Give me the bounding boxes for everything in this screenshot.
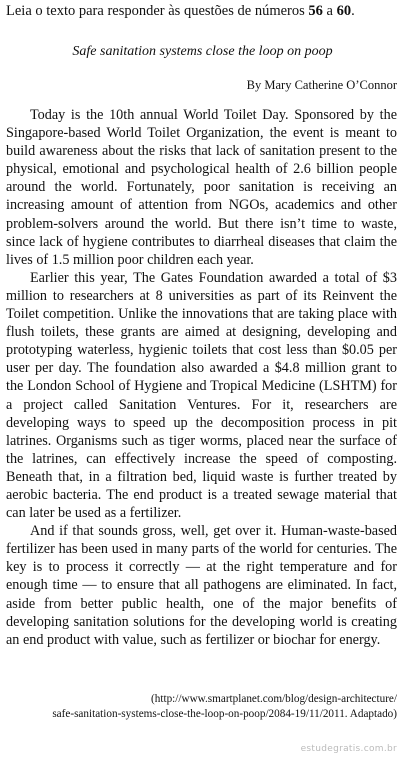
question-end-number: 60 <box>336 3 352 19</box>
source-line-1: (http://www.smartplanet.com/blog/design-architecture/ <box>151 693 397 705</box>
article-body <box>6 106 397 649</box>
article-byline: By Mary Catherine O’Connor <box>246 78 397 92</box>
article-title: Safe sanitation systems close the loop on poop <box>72 44 333 59</box>
article-paragraph-3: And if that sounds gross, well, get over it. Human-waste-based fertilizer has been used in many parts of the world for centuries. The key is to process it correctly — at the right temperature and for enough time — to ensure that all pathogens are eliminated. In fact, aside from better public health, one of the major benefits of developing sanitation solutions for the developing world is creating an end product with value, such as fertilizer or biochar for energy. <box>6 523 397 648</box>
article-paragraph-1: Today is the 10th annual World Toilet Day. Sponsored by the Singapore-based World Toilet Organization, the event is meant to build awareness about the risks that lack of sanitation present to the physical, emotional and psychological health of 2.6 billion people around the world. Fortunately, poor sanitation is receiving an increasing amount of attention from NGOs, academics and other problem-solvers around the world. But there isn’t time to waste, since lack of hygiene contributes to diarrheal diseases that claim the lives of 1.5 million poor children each year. <box>6 107 397 268</box>
question-instruction <box>6 2 355 20</box>
site-watermark: estudegratis.com.br <box>300 744 397 754</box>
question-start-number: 56 <box>308 3 323 19</box>
instruction-prefix: Leia o texto para responder às questões de números <box>6 3 309 19</box>
instruction-suffix: . <box>351 3 355 19</box>
article-source <box>7 692 397 722</box>
instruction-connector: a <box>322 3 337 19</box>
source-line-2: safe-sanitation-systems-close-the-loop-on-poop/2084-19/11/2011. Adaptado) <box>52 708 397 720</box>
article-paragraph-2: Earlier this year, The Gates Foundation awarded a total of $3 million to researchers at 8 universities as part of its Reinvent the Toilet competition. Unlike the innovations that are taking place with flush toilets, these grants are aimed at designing, developing and prototyping waterless, hygienic toilets that cost less than $0.05 per user per day. The foundation also awarded a $4.8 million grant to the London School of Hygiene and Tropical Medicine (LSHTM) for a project called Sanitation Ventures. For it, researchers are developing ways to speed up the decomposition process in pit latrines. Organisms such as tiger worms, placed near the surface of the latrines, can effectively increase the speed of composting. Beneath that, in a filtration bed, liquid waste is further treated by aerobic bacteria. The end product is a treated sewage material that can later be used as a fertilizer. <box>6 269 397 522</box>
